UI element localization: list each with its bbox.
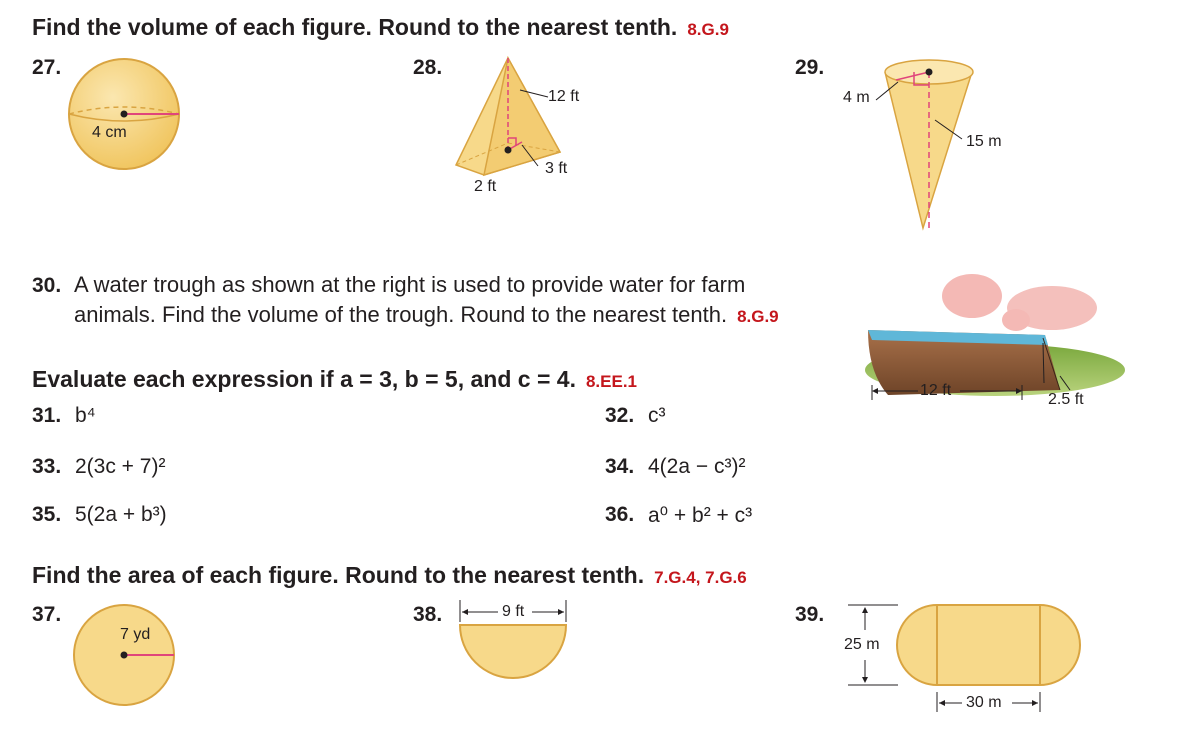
problem-text: animals. Find the volume of the trough. Round to the nearest tenth. (74, 302, 728, 327)
width-label: 3 ft (545, 160, 568, 177)
problem-number: 39. (795, 603, 825, 626)
problem-number: 33. (32, 455, 62, 478)
problem-number: 29. (795, 56, 825, 79)
problem-text-line2 (74, 302, 779, 328)
length-label: 30 m (966, 694, 1002, 711)
problem-text-line1: A water trough as shown at the right is used to provide water for farm (74, 272, 746, 297)
heading-text: Find the area of each figure. Round to the nearest tenth. (32, 562, 645, 588)
expression: 2(3c + 7)² (75, 455, 166, 478)
expression: 4(2a − c³)² (648, 455, 746, 478)
problem-number: 35. (32, 503, 62, 526)
problem-number: 38. (413, 603, 443, 626)
radius-label: 7 yd (120, 626, 151, 643)
problem-number: 28. (413, 56, 443, 79)
expression: b⁴ (75, 404, 96, 427)
heading-equation: a = 3, b = 5, and c = 4. (340, 366, 576, 392)
height-label: 25 m (844, 636, 880, 653)
expression: 5(2a + b³) (75, 503, 167, 526)
trough-radius-label: 2.5 ft (1048, 391, 1084, 408)
diameter-label: 9 ft (502, 603, 525, 620)
height-label: 15 m (966, 133, 1002, 150)
problem-number: 30. (32, 274, 62, 297)
heading-text: Find the volume of each figure. Round to the nearest tenth. (32, 14, 678, 40)
problem-number: 34. (605, 455, 635, 478)
problem-number: 32. (605, 404, 635, 427)
problem-number: 36. (605, 503, 635, 526)
heading-text: Evaluate each expression if (32, 366, 341, 392)
problem-number: 31. (32, 404, 62, 427)
length-label: 2 ft (474, 178, 497, 195)
radius-label: 4 m (843, 89, 870, 106)
expression: a⁰ + b² + c³ (648, 504, 753, 527)
problem-number: 37. (32, 603, 62, 626)
standard-tag: 8.G.9 (737, 307, 779, 326)
trough-length-label: 12 ft (920, 382, 952, 399)
expression: c³ (648, 404, 666, 427)
height-label: 12 ft (548, 88, 580, 105)
problem-number: 27. (32, 56, 62, 79)
standard-tag: 7.G.4, 7.G.6 (654, 568, 747, 587)
section3-heading (32, 562, 747, 589)
standard-tag: 8.G.9 (687, 20, 729, 39)
radius-label: 4 cm (92, 124, 127, 141)
standard-tag: 8.EE.1 (585, 372, 638, 391)
section2-heading (32, 366, 637, 393)
